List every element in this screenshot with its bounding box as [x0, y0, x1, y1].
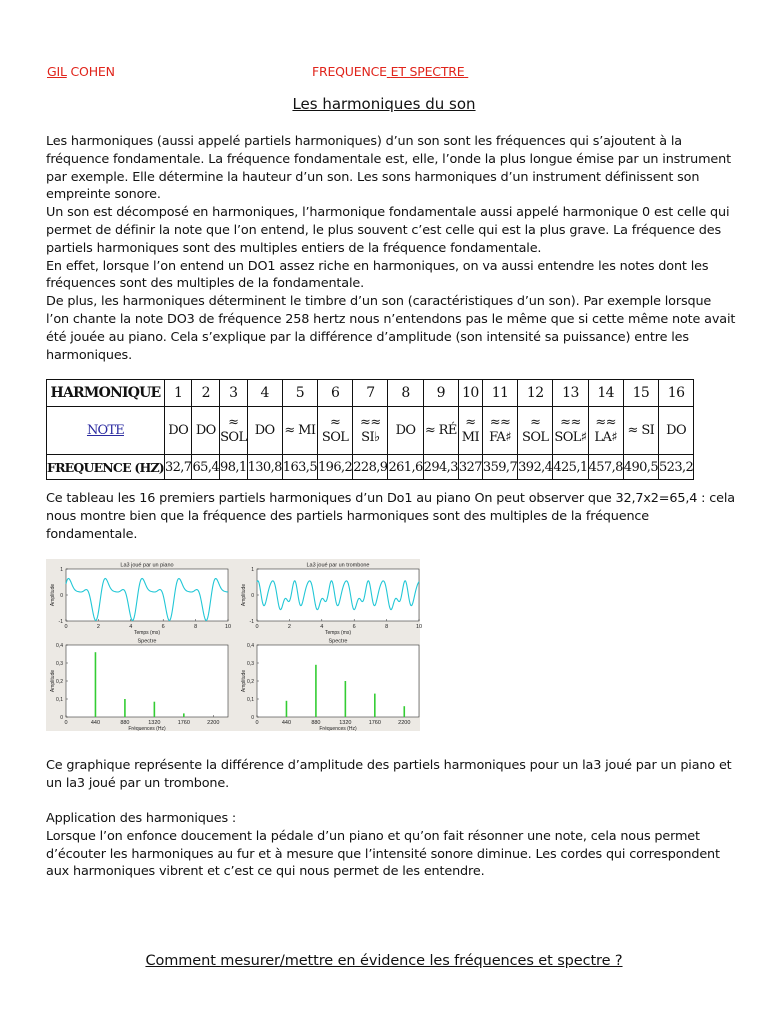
row-label-harmonique: HARMONIQUE — [47, 380, 165, 407]
plot-title: Spectre — [328, 638, 348, 645]
y-tick-label: 0,2 — [247, 679, 254, 685]
plot-area — [66, 645, 228, 717]
y-tick-label: 1 — [60, 567, 63, 573]
harmonic-number: 10 — [458, 380, 482, 407]
y-tick-label: -1 — [249, 619, 254, 625]
harmonic-number: 7 — [353, 380, 388, 407]
row-label-frequence: FREQUENCE (HZ) — [47, 455, 165, 480]
frequency-cell: 196,2 — [318, 455, 353, 480]
x-tick-label: 2 — [96, 624, 100, 630]
x-tick-label: 2200 — [207, 720, 220, 726]
intro-paragraph-3: En effet, lorsque l’on entend un DO1 assez riche en harmoniques, on va aussi entendre les notes dont les fréquences sont des multiples de la fondamentale. — [46, 258, 709, 292]
y-axis-label: Amplitude — [50, 583, 56, 607]
harmonic-number: 2 — [192, 380, 220, 407]
application-text: Lorsque l’on enfonce doucement la pédale d’un piano et qu’on fait résonner une note, cela nous permet d’écouter les harmoniques au fur et à mesure que l’intensité sonore diminue. Les cordes qui correspondent aux harmoniques vibrent et c’est ce qui nous permet de les entendre. — [46, 828, 720, 880]
table-row-note — [47, 406, 694, 454]
note-cell: ≈ MI — [282, 406, 317, 454]
frequency-cell: 261,6 — [388, 455, 423, 480]
frequency-cell: 228,9 — [353, 455, 388, 480]
frequency-cell: 32,7 — [164, 455, 192, 480]
course-title — [312, 64, 468, 79]
application-section — [46, 810, 736, 881]
x-axis-label: Temps (ms) — [324, 630, 352, 636]
x-tick-label: 4 — [320, 624, 324, 630]
x-tick-label: 1320 — [148, 720, 161, 726]
table-caption: Ce tableau les 16 premiers partiels harmoniques d’un Do1 au piano On peut observer que 32,7x2=65,4 : cela nous montre bien que la fréquence des partiels harmoniques sont des multiples de la fréquence fondamentale. — [46, 491, 735, 542]
note-cell: ≈ MI — [458, 406, 482, 454]
frequency-cell: 327 — [458, 455, 482, 480]
x-axis-label: Temps (ms) — [133, 630, 161, 636]
harmonic-number: 4 — [247, 380, 282, 407]
note-cell: DO — [164, 406, 192, 454]
x-tick-label: 1320 — [339, 720, 352, 726]
frequency-cell: 490,5 — [623, 455, 658, 480]
note-cell: ≈ SOL — [518, 406, 553, 454]
frequency-cell: 163,5 — [282, 455, 317, 480]
y-tick-label: 0,4 — [247, 643, 254, 649]
x-tick-label: 1760 — [177, 720, 190, 726]
author-last-name: COHEN — [70, 64, 115, 79]
note-cell: ≈≈ FA♯ — [482, 406, 517, 454]
x-axis-label: Fréquences (Hz) — [319, 726, 357, 732]
x-tick-label: 4 — [129, 624, 133, 630]
y-axis-label: Amplitude — [50, 669, 56, 693]
x-tick-label: 880 — [120, 720, 130, 726]
author-first-name: GIL — [47, 64, 67, 79]
question-heading: Comment mesurer/mettre en évidence les fréquences et spectre ? — [145, 953, 623, 969]
note-cell: ≈ RÉ — [423, 406, 458, 454]
y-axis-label: Amplitude — [241, 583, 247, 607]
plot-title: La3 joué par un piano — [120, 562, 174, 569]
y-tick-label: 0 — [60, 715, 63, 721]
note-cell: DO — [659, 406, 694, 454]
x-tick-label: 440 — [90, 720, 101, 726]
x-tick-label: 880 — [311, 720, 321, 726]
harmonic-number: 13 — [553, 380, 588, 407]
y-tick-label: 0,4 — [56, 643, 63, 649]
x-tick-label: 8 — [385, 624, 389, 630]
y-tick-label: -1 — [58, 619, 63, 625]
frequency-cell: 359,7 — [482, 455, 517, 480]
x-tick-label: 2 — [287, 624, 291, 630]
course-title-b: ET SPECTRE — [390, 64, 465, 79]
frequency-cell: 65,4 — [192, 455, 220, 480]
note-cell: ≈≈ SOL♯ — [553, 406, 588, 454]
x-tick-label: 1760 — [368, 720, 381, 726]
frequency-cell: 457,8 — [588, 455, 623, 480]
harmonic-number: 6 — [318, 380, 353, 407]
y-tick-label: 0 — [251, 715, 254, 721]
harmonic-number: 3 — [220, 380, 248, 407]
plot-title: Spectre — [137, 638, 157, 645]
y-tick-label: 0,2 — [56, 679, 63, 685]
harmonic-number: 16 — [659, 380, 694, 407]
plot-area — [257, 645, 419, 717]
note-cell: ≈≈ SI♭ — [353, 406, 388, 454]
author-name — [47, 64, 115, 79]
y-axis-label: Amplitude — [241, 669, 247, 693]
note-cell: DO — [247, 406, 282, 454]
frequency-cell: 294,3 — [423, 455, 458, 480]
plot-title: La3 joué par un trombone — [306, 562, 370, 569]
frequency-cell: 392,4 — [518, 455, 553, 480]
harmonic-number: 9 — [423, 380, 458, 407]
y-tick-label: 0,1 — [56, 697, 63, 703]
intro-paragraph-1: Les harmoniques (aussi appelé partiels harmoniques) d’un son sont les fréquences qui s’ajoutent à la fréquence fondamentale. La fréquence fondamentale est, elle, l’onde la plus longue émise par un instrument par exemple. Elle détermine la hauteur d’un son. Les sons harmoniques d’un instrument définissent son empreinte sonore. — [46, 134, 731, 203]
x-tick-label: 2200 — [398, 720, 411, 726]
y-tick-label: 0 — [251, 593, 254, 599]
row-label-note: NOTE — [47, 406, 165, 454]
note-cell: ≈≈ LA♯ — [588, 406, 623, 454]
frequency-cell: 98,1 — [220, 455, 248, 480]
harmonic-number: 1 — [164, 380, 192, 407]
table-row-harmonique — [47, 380, 694, 407]
course-title-a: FREQUENCE — [312, 64, 387, 79]
y-tick-label: 0,3 — [56, 661, 63, 667]
x-tick-label: 0 — [64, 624, 68, 630]
frequency-cell: 130,8 — [247, 455, 282, 480]
harmonic-number: 15 — [623, 380, 658, 407]
note-cell: ≈ SI — [623, 406, 658, 454]
harmonic-number: 11 — [482, 380, 517, 407]
harmonic-number: 8 — [388, 380, 423, 407]
x-tick-label: 0 — [255, 624, 259, 630]
harmonic-number: 12 — [518, 380, 553, 407]
harmonics-figure-svg — [46, 559, 423, 732]
harmonic-number: 5 — [282, 380, 317, 407]
note-cell: DO — [192, 406, 220, 454]
y-tick-label: 0,3 — [247, 661, 254, 667]
harmonic-number: 14 — [588, 380, 623, 407]
intro-paragraph-4: De plus, les harmoniques déterminent le timbre d’un son (caractéristiques d’un son). Par exemple lorsque l’on chante la note DO3 de fréquence 258 hertz nous n’entendons pas le même que si cette même note avait été jouée au piano. Cela s’explique par la différence d’amplitude (son intensité sa puissance) entre les harmoniques. — [46, 294, 736, 363]
y-tick-label: 0 — [60, 593, 63, 599]
intro-paragraph-2: Un son est décomposé en harmoniques, l’harmonique fondamentale aussi appelé harmonique 0 est celle qui permet de définir la note que l’on entend, le plus souvent c’est celle qui est la plus grave. La fréquence des partiels harmoniques sont des multiples entiers de la fréquence fondamentale. — [46, 205, 730, 256]
note-cell: ≈ SOL — [318, 406, 353, 454]
x-tick-label: 0 — [64, 720, 68, 726]
note-cell: DO — [388, 406, 423, 454]
x-tick-label: 6 — [161, 624, 165, 630]
x-tick-label: 440 — [281, 720, 292, 726]
y-tick-label: 0,1 — [247, 697, 254, 703]
frequency-cell: 523,2 — [659, 455, 694, 480]
intro-text — [46, 133, 736, 364]
harmonics-table — [46, 379, 694, 480]
page-title: Les harmoniques du son — [292, 95, 476, 113]
application-heading: Application des harmoniques : — [46, 811, 237, 826]
harmonics-figure — [46, 559, 423, 732]
x-tick-label: 0 — [255, 720, 259, 726]
x-tick-label: 6 — [352, 624, 356, 630]
frequency-cell: 425,1 — [553, 455, 588, 480]
x-tick-label: 8 — [194, 624, 198, 630]
note-cell: ≈ SOL — [220, 406, 248, 454]
x-tick-label: 10 — [415, 624, 423, 630]
x-axis-label: Fréquences (Hz) — [128, 726, 166, 732]
y-tick-label: 1 — [251, 567, 254, 573]
plot-area — [257, 569, 419, 621]
table-row-frequence — [47, 455, 694, 480]
x-tick-label: 10 — [224, 624, 232, 630]
figure-caption: Ce graphique représente la différence d’amplitude des partiels harmoniques pour un la3 joué par un piano et un la3 joué par un trombone. — [46, 758, 732, 791]
